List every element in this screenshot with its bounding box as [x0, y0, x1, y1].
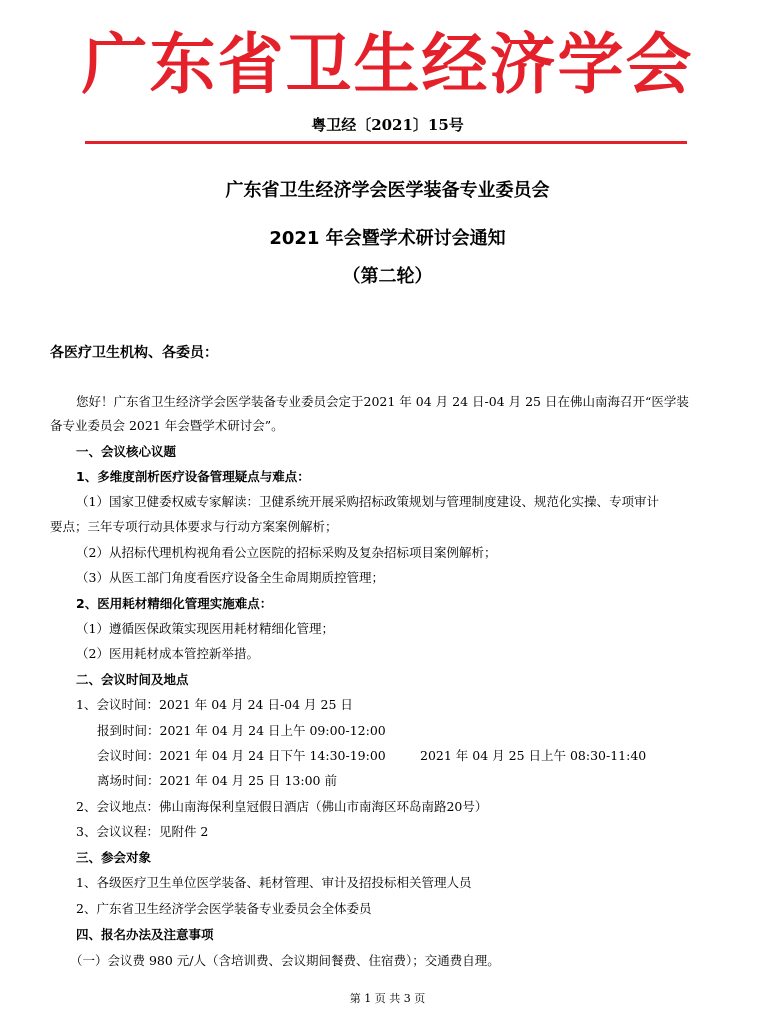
title-line-2: 2021 年会暨学术研讨会通知 [269, 228, 506, 249]
section-4-heading: 四、报名办法及注意事项 [76, 927, 214, 942]
masthead-org-name: 广东省卫生经济学会 [81, 26, 694, 103]
section-2-meeting-b: 2021 年 04 月 25 日上午 08:30-11:40 [420, 748, 647, 763]
intro-line-2: 备专业委员会 2021 年会暨学术研讨会”。 [50, 418, 284, 433]
salutation: 各医疗卫生机构、各委员： [50, 345, 218, 361]
intro-line-1: 您好！广东省卫生经济学会医学装备专业委员会定于2021 年 04 月 24 日-04 月 25 日在佛山南海召开“医学装 [76, 394, 689, 409]
section-1-item-3: （3）从医工部门角度看医疗设备全生命周期质控管理； [76, 570, 384, 585]
section-1-item-1a: （1）国家卫健委权威专家解读：卫健系统开展采购招标政策规划与管理制度建设、规范化实操、专项审计 [76, 494, 659, 509]
document-number: 粤卫经〔2021〕15号 [311, 116, 464, 134]
section-3-heading: 三、参会对象 [76, 850, 152, 865]
section-3-item-2: 2、广东省卫生经济学会医学装备专业委员会全体委员 [76, 901, 372, 916]
section-1-sub-2: 2、医用耗材精细化管理实施难点： [76, 596, 273, 611]
section-2-meeting-a: 会议时间：2021 年 04 月 24 日下午 14:30-19:00 [97, 748, 386, 763]
page-number: 第 1 页 共 3 页 [349, 992, 426, 1005]
section-4-item-1: （一）会议费 980 元/人（含培训费、会议期间餐费、住宿费）；交通费自理。 [70, 953, 500, 968]
section-1-item-1b: 要点；三年专项行动具体要求与行动方案案例解析； [50, 519, 338, 534]
section-1-item-2: （2）从招标代理机构视角看公立医院的招标采购及复杂招标项目案例解析； [76, 545, 497, 560]
section-2-place: 2、会议地点：佛山南海保利皇冠假日酒店（佛山市南海区环岛南路20号） [76, 799, 488, 814]
section-1-sub-2-item-1: （1）遵循医保政策实现医用耗材精细化管理； [76, 621, 334, 636]
section-2-heading: 二、会议时间及地点 [76, 672, 189, 687]
red-rule-divider [85, 141, 687, 144]
section-1-heading: 一、会议核心议题 [76, 444, 177, 459]
section-1-sub-1: 1、多维度剖析医疗设备管理疑点与难点： [76, 469, 310, 484]
section-3-item-1: 1、各级医疗卫生单位医学装备、耗材管理、审计及招投标相关管理人员 [76, 875, 472, 890]
section-1-sub-2-item-2: （2）医用耗材成本管控新举措。 [76, 646, 259, 661]
section-2-agenda: 3、会议议程：见附件 2 [76, 824, 209, 839]
section-2-time: 1、会议时间：2021 年 04 月 24 日-04 月 25 日 [76, 697, 353, 712]
section-2-leave: 离场时间：2021 年 04 月 25 日 13:00 前 [97, 773, 337, 788]
section-2-checkin: 报到时间：2021 年 04 月 24 日上午 09:00-12:00 [97, 723, 386, 738]
title-line-3: （第二轮） [342, 266, 433, 287]
title-line-1: 广东省卫生经济学会医学装备专业委员会 [225, 180, 550, 201]
